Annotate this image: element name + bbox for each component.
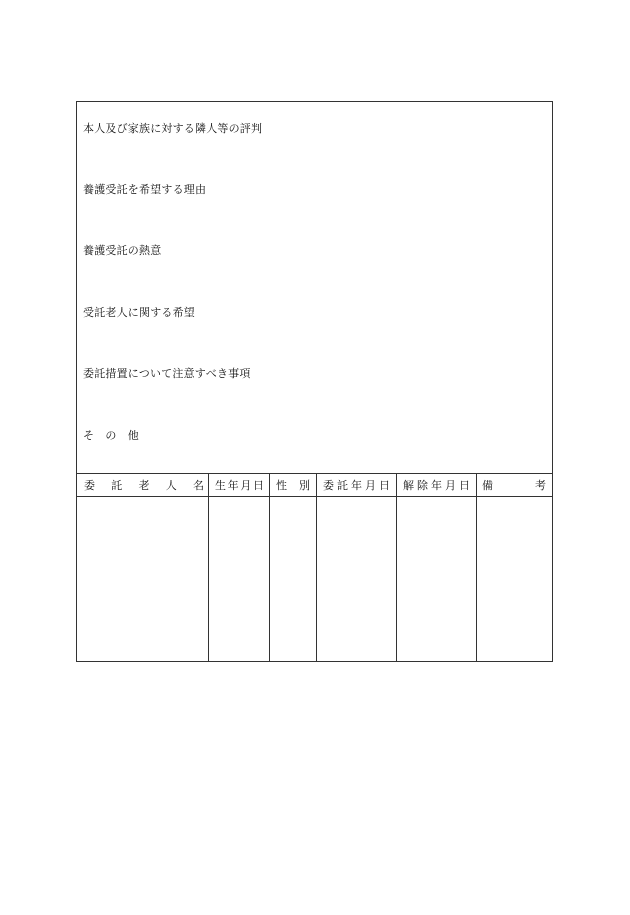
cell-release-date[interactable] — [396, 497, 476, 661]
elder-table — [77, 473, 552, 661]
foster-care-form — [76, 101, 553, 662]
cell-sex[interactable] — [269, 497, 316, 661]
section-points-of-attention: 委託措置について注意すべき事項 — [83, 367, 251, 380]
header-release-date: 解 除 年 月 日 — [403, 478, 470, 492]
section-neighbor-reputation: 本人及び家族に対する隣人等の評判 — [83, 122, 263, 135]
section-enthusiasm: 養護受託の熱意 — [83, 244, 162, 257]
header-commission-date: 委 託 年 月 日 — [323, 478, 390, 492]
header-birth-date: 生 年 月 日 — [215, 478, 264, 492]
section-other: そ の 他 — [83, 429, 139, 442]
header-sex: 性 別 — [276, 478, 310, 492]
cell-elder-name[interactable] — [77, 497, 208, 661]
cell-commission-date[interactable] — [316, 497, 396, 661]
section-reason-for-wish: 養護受託を希望する理由 — [83, 183, 207, 196]
header-remarks: 備 考 — [482, 478, 546, 492]
cell-remarks[interactable] — [476, 497, 552, 661]
header-elder-name: 委 託 老 人 名 — [84, 478, 204, 492]
section-wishes-about-elder: 受託老人に関する希望 — [83, 306, 195, 319]
cell-birth-date[interactable] — [208, 497, 269, 661]
